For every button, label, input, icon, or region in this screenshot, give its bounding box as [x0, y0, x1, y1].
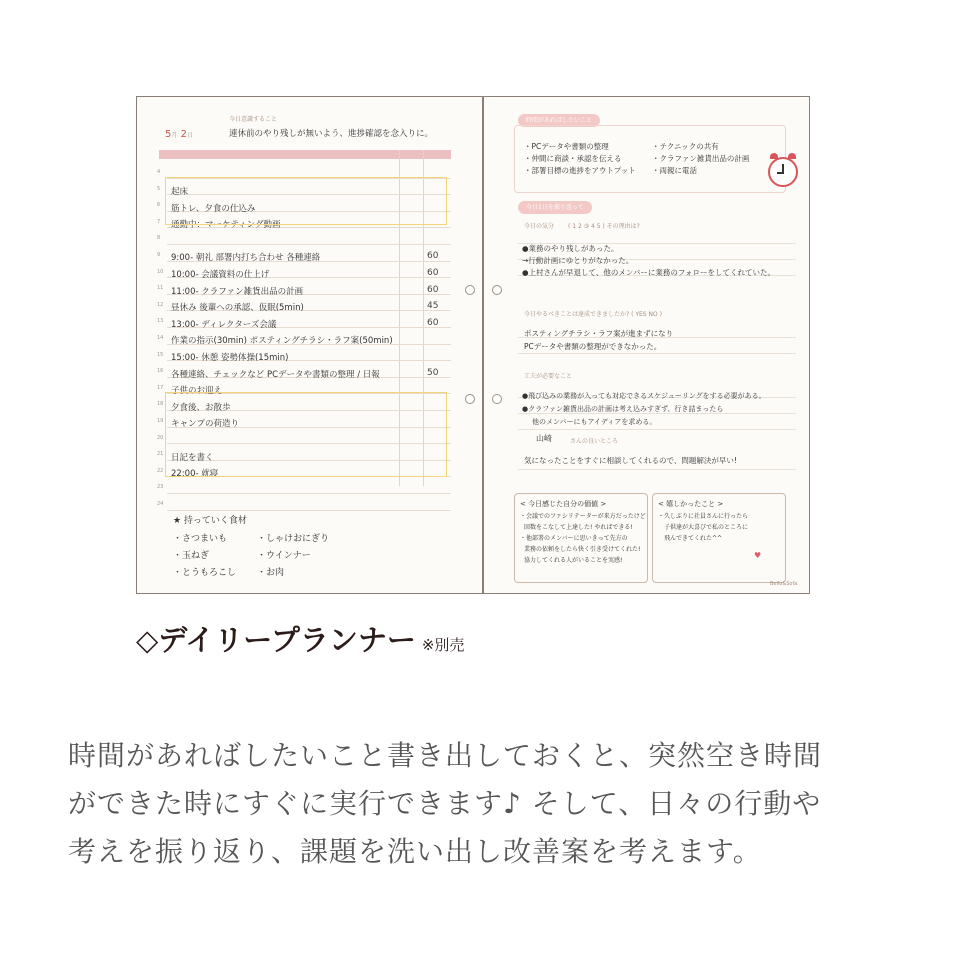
bring-item: ・ウインナー: [257, 551, 311, 561]
caption-title: ◇デイリープランナー: [136, 623, 416, 657]
mood-reason: ●上村さんが早退して、他のメンバーに業務のフォローをしてくれていた。: [522, 268, 775, 277]
hour-number: 24: [157, 501, 164, 507]
schedule-entry: 通勤中：マーケティング動画: [171, 220, 281, 231]
schedule-entry: 夕食後、お散歩: [171, 402, 231, 413]
schedule-entry: 10:00- 会議資料の仕上げ: [171, 270, 270, 280]
body-line: 時間があればしたいこと書き出しておくと、突然空き時間: [68, 739, 823, 772]
hour-number: 10: [157, 268, 164, 275]
schedule-entry: キャンプの荷造り: [171, 419, 240, 430]
hour-number: 14: [157, 335, 164, 341]
hour-number: 18: [157, 401, 164, 408]
free-time-item: ・テクニックの共有: [652, 142, 719, 151]
schedule-entry: 昼休み 後輩への承認、仮眠(5min): [171, 303, 304, 314]
schedule-minutes: 60: [427, 317, 439, 328]
improve-note: 他のメンバーにもアイディアを求める。: [532, 418, 657, 426]
hour-number: 16: [157, 368, 164, 375]
todo-note: PCデータや書類の整理ができなかった。: [524, 342, 662, 351]
binder-hole: [465, 394, 475, 404]
improve-note: ●飛び込みの業務が入っても対応できるスケジューリングをする必要がある。: [522, 392, 766, 400]
schedule-entry: 起床: [171, 187, 189, 197]
hour-number: 11: [157, 285, 164, 292]
hour-number: 5: [157, 185, 161, 192]
hour-number: 12: [157, 301, 164, 308]
schedule-minutes: 45: [427, 301, 439, 312]
mood-reason: →行動計画にゆとりがなかった。: [522, 256, 634, 265]
body-line: ができた時にすぐに実行できます♪ そして、日々の行動や: [68, 787, 822, 820]
date-month: 5: [165, 129, 172, 140]
mood-reason: ●業務のやり残しがあった。: [522, 244, 619, 253]
hour-number: 9: [157, 252, 161, 258]
schedule-entry: 子供のお迎え: [171, 386, 223, 397]
free-time-item: ・仲間に商談・承認を伝える: [524, 154, 622, 163]
schedule-minutes: 50: [427, 367, 439, 378]
planner-left-page: [137, 97, 482, 593]
schedule-minutes: 60: [427, 268, 439, 278]
body-line: 考えを振り返り、課題を洗い出し改善案を考えます。: [68, 835, 762, 868]
hour-number: 15: [157, 351, 164, 358]
person-name: 山崎: [536, 434, 552, 443]
value-note: 業務の依頼をしたら快く引き受けてくれた!: [524, 546, 641, 553]
todo-note: ポスティングチラシ・ラフ案が進まずになり: [524, 329, 674, 338]
date: [165, 129, 193, 140]
happy-note: ・久しぶりに社員さんに行ったら: [658, 513, 749, 520]
schedule-minutes: 60: [427, 284, 439, 295]
caption: [136, 618, 464, 659]
hour-number: 8: [157, 235, 161, 242]
bring-item: ・お肉: [257, 568, 285, 578]
body-text: [68, 732, 908, 876]
mood-label: 今日の気分: [524, 223, 555, 230]
brand: Bello&Sofa: [770, 581, 798, 587]
hour-number: 22: [157, 467, 164, 474]
improve-label: 工夫が必要なこと: [524, 373, 573, 380]
schedule-entry: 15:00- 休憩 姿勢体操(15min): [171, 353, 289, 363]
highlight-evening: [165, 392, 447, 480]
person-label: さんの良いところ: [570, 438, 619, 445]
schedule-row: [167, 493, 451, 511]
value-note: ・他部署のメンバーに思いきって先方の: [520, 535, 628, 542]
improve-note: ●クラファン雑貨出品の計画は考え込みすぎず、行き詰まったら: [522, 405, 724, 413]
hour-number: 23: [157, 484, 164, 491]
highlight-morning: [165, 177, 447, 225]
happy-box-title: < 嬉しかったこと >: [658, 500, 724, 508]
free-time-item: ・クラファン雑貨出品の計画: [652, 154, 750, 163]
date-month-suffix: 月: [171, 132, 178, 139]
planner-right-page: [484, 97, 809, 593]
value-note: 協力してくれる人がいることを実感!: [524, 557, 623, 564]
hour-number: 4: [157, 169, 161, 175]
value-note: 回数をこなして上達した! やればできる!: [524, 524, 633, 531]
schedule-entry: 22:00- 就寝: [171, 469, 219, 480]
review-title: 今日1日を振り返って: [518, 201, 592, 214]
hour-number: 13: [157, 318, 164, 325]
mood-scale: ( 1 2 ③ 4 5 ) その理由は?: [568, 223, 640, 230]
bring-title: ★ 持っていく食材: [173, 516, 247, 526]
schedule-entry: 日記を書く: [171, 452, 214, 463]
happy-note: 子供達が大喜びで私のところに: [664, 524, 749, 531]
value-note: ・会議でのファシリテーターが来方だったけど: [520, 513, 646, 520]
schedule-header: [159, 150, 451, 159]
heart-icon: ♥: [754, 551, 762, 560]
bring-item: ・とうもろこし: [173, 568, 237, 578]
schedule-entry: 9:00- 朝礼 部署内打ち合わせ 各種連絡: [171, 253, 321, 264]
bring-item: ・しゃけおにぎり: [257, 534, 330, 544]
free-time-item: ・両親に電話: [652, 166, 697, 175]
todo-label: 今日やるべきことは達成できましたか? ( YES NO ): [524, 311, 662, 318]
focus-text: 連休前のやり残しが無いよう、進捗確認を念入りに。: [229, 129, 434, 139]
free-time-item: ・PCデータや書類の整理: [524, 142, 609, 151]
planner-spread: [136, 96, 810, 594]
bring-item: ・玉ねぎ: [173, 551, 210, 561]
bring-item: ・さつまいも: [173, 534, 228, 544]
date-day: 2: [180, 129, 187, 140]
free-time-title: 時間があればしたいこと: [518, 114, 600, 127]
schedule-row: [167, 161, 451, 179]
hour-number: 17: [157, 384, 164, 391]
hour-number: 21: [157, 451, 164, 458]
schedule-entry: 11:00- クラファン雑貨出品の計画: [171, 286, 304, 297]
alarm-clock-icon: [768, 157, 798, 187]
schedule-entry: 各種連絡、チェックなど PCデータや書類の整理 / 日報: [171, 369, 380, 380]
binder-hole: [465, 285, 475, 295]
hour-number: 7: [157, 218, 161, 225]
hour-number: 20: [157, 434, 164, 441]
date-day-suffix: 日: [186, 132, 193, 139]
hour-number: 6: [157, 202, 161, 209]
schedule-entry: 筋トレ、夕食の仕込み: [171, 203, 256, 214]
value-box-title: < 今日感じた自分の価値 >: [520, 500, 607, 508]
focus-label: 今日意識すること: [229, 116, 278, 123]
schedule-entry: 13:00- ディレクターズ会議: [171, 319, 277, 330]
person-note: 気になったことをすぐに相談してくれるので、問題解決が早い!: [524, 456, 737, 465]
caption-note: ※別売: [421, 636, 465, 654]
schedule-minutes: 60: [427, 251, 439, 262]
hour-number: 19: [157, 418, 164, 424]
schedule-entry: 作業の指示(30min) ポスティングチラシ・ラフ案(50min): [171, 336, 393, 347]
happy-note: 飛んできてくれた^^: [664, 535, 723, 542]
free-time-item: ・部署目標の進捗をアウトプット: [524, 166, 636, 175]
